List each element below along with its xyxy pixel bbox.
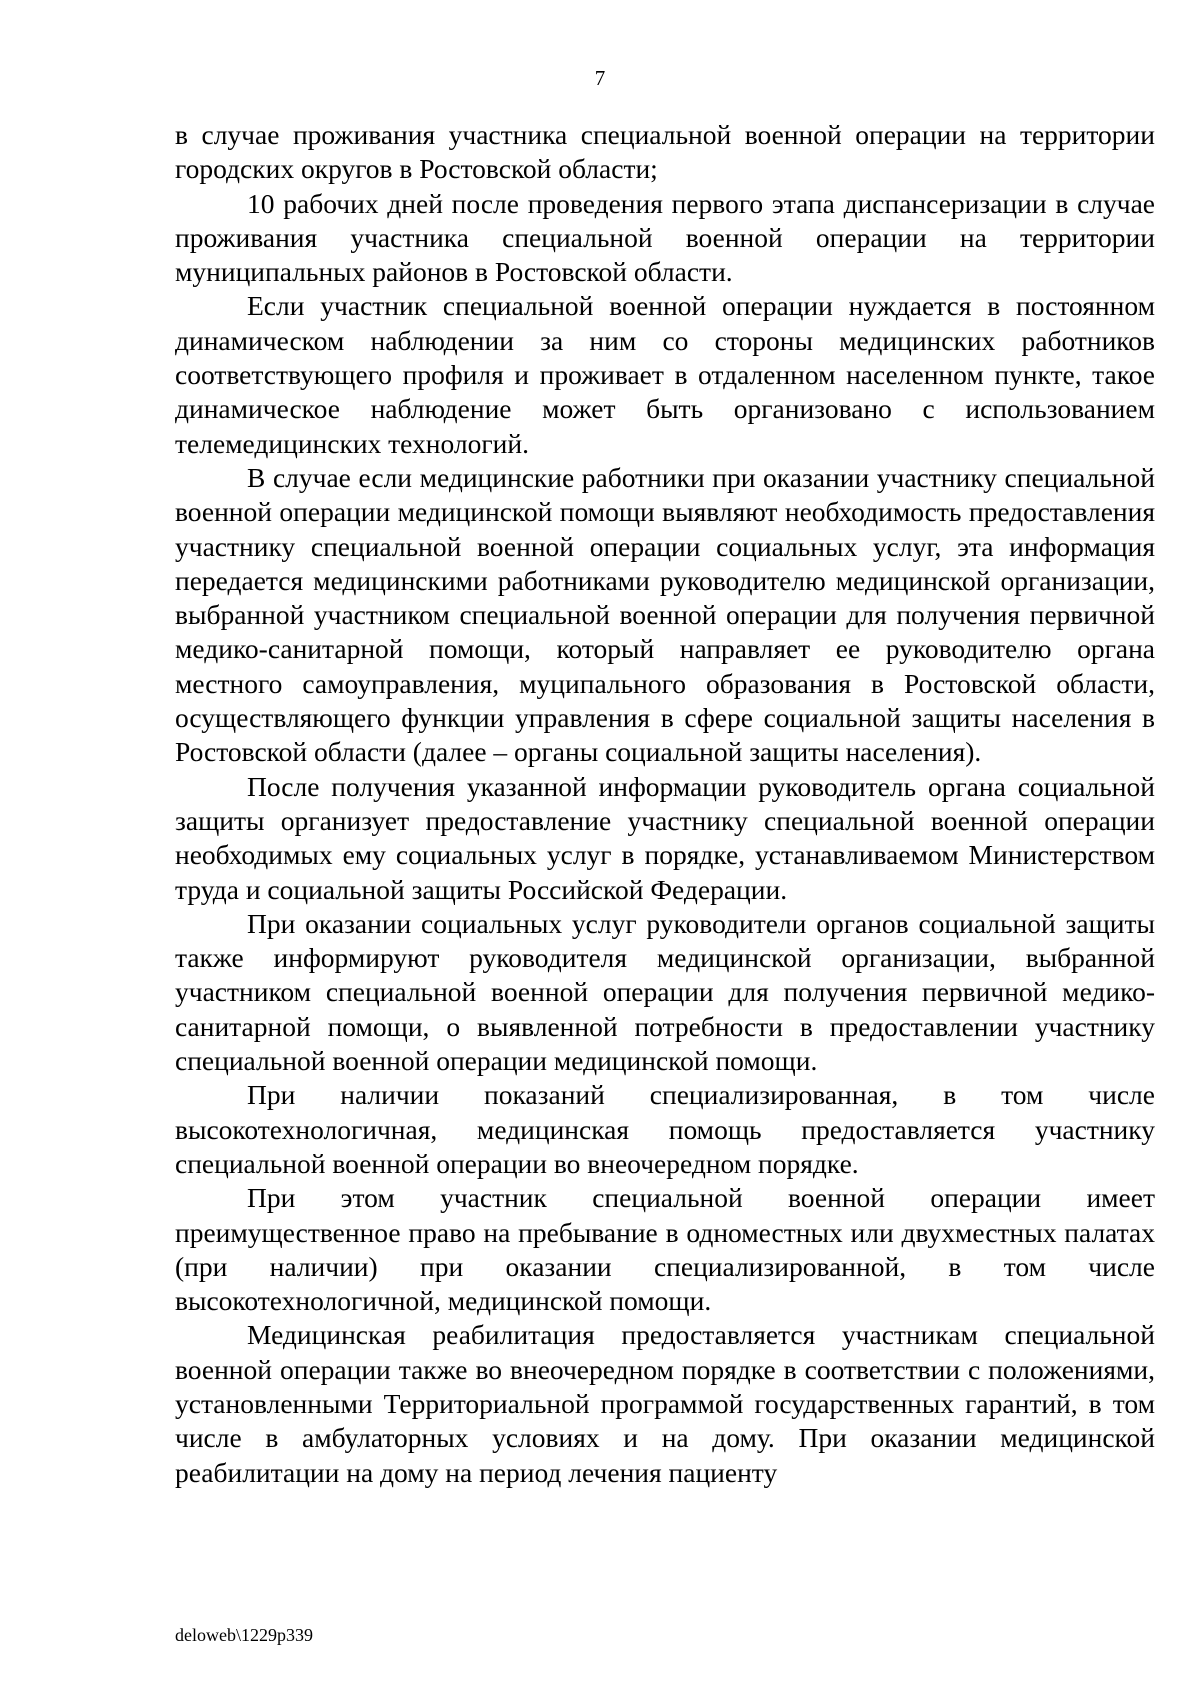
paragraph-6: При оказании социальных услуг руководители органов социальной защиты также информируют руководителя медицинской организации, выбранной участником специальной военной операции для получения первичной медико-санитарной помощи, о выявленной потребности в предоставлении участнику специальной военной операции медицинской помощи. bbox=[175, 907, 1155, 1077]
paragraph-4: В случае если медицинские работники при оказании участнику специальной военной операции медицинской помощи выявляют необходимость предоставления участнику специальной военной операции социальных услуг, эта информация передается медицинскими работниками руководителю медицинской организации, выбранной участником специальной военной операции для получения первичной медико-санитарной помощи, который направляет ее руководителю органа местного самоуправления, муципального образования в Ростовской области, осуществляющего функции управления в сфере социальной защиты населения в Ростовской области (далее – органы социальной защиты населения). bbox=[175, 461, 1155, 768]
paragraph-2: 10 рабочих дней после проведения первого этапа диспансеризации в случае проживания участника специальной военной операции на территории муниципальных районов в Ростовской области. bbox=[175, 187, 1155, 288]
paragraph-9: Медицинская реабилитация предоставляется участникам специальной военной операции также во внеочередном порядке в соответствии с положениями, установленными Территориальной программой государственных гарантий, в том числе в амбулаторных условиях и на дому. При оказании медицинской реабилитации на дому на период лечения пациенту bbox=[175, 1319, 1155, 1488]
paragraph-3: Если участник специальной военной операции нуждается в постоянном динамическом наблюдении за ним со стороны медицинских работников соответствующего профиля и проживает в отдаленном населенном пункте, такое динамическое наблюдение может быть организовано с использованием телемедицинских технологий. bbox=[175, 290, 1155, 459]
document-body bbox=[175, 118, 1155, 1490]
document-code: deloweb\1229p339 bbox=[175, 1625, 313, 1645]
paragraph-8: При этом участник специальной военной операции имеет преимущественное право на пребывание в одноместных или двухместных палатах (при наличии) при оказании специализированной, в том числе высокотехнологичной, медицинской помощи. bbox=[175, 1182, 1155, 1317]
paragraph-1: в случае проживания участника специальной военной операции на территории городских округов в Ростовской области; bbox=[175, 119, 1155, 185]
paragraph-5: После получения указанной информации руководитель органа социальной защиты организует предоставление участнику специальной военной операции необходимых ему социальных услуг в порядке, устанавливаемом Министерством труда и социальной защиты Российской Федерации. bbox=[175, 770, 1155, 905]
page-number: 7 bbox=[594, 66, 606, 90]
paragraph-7: При наличии показаний специализированная, в том числе высокотехнологичная, медицинская помощь предоставляется участнику специальной военной операции во внеочередном порядке. bbox=[175, 1079, 1155, 1179]
